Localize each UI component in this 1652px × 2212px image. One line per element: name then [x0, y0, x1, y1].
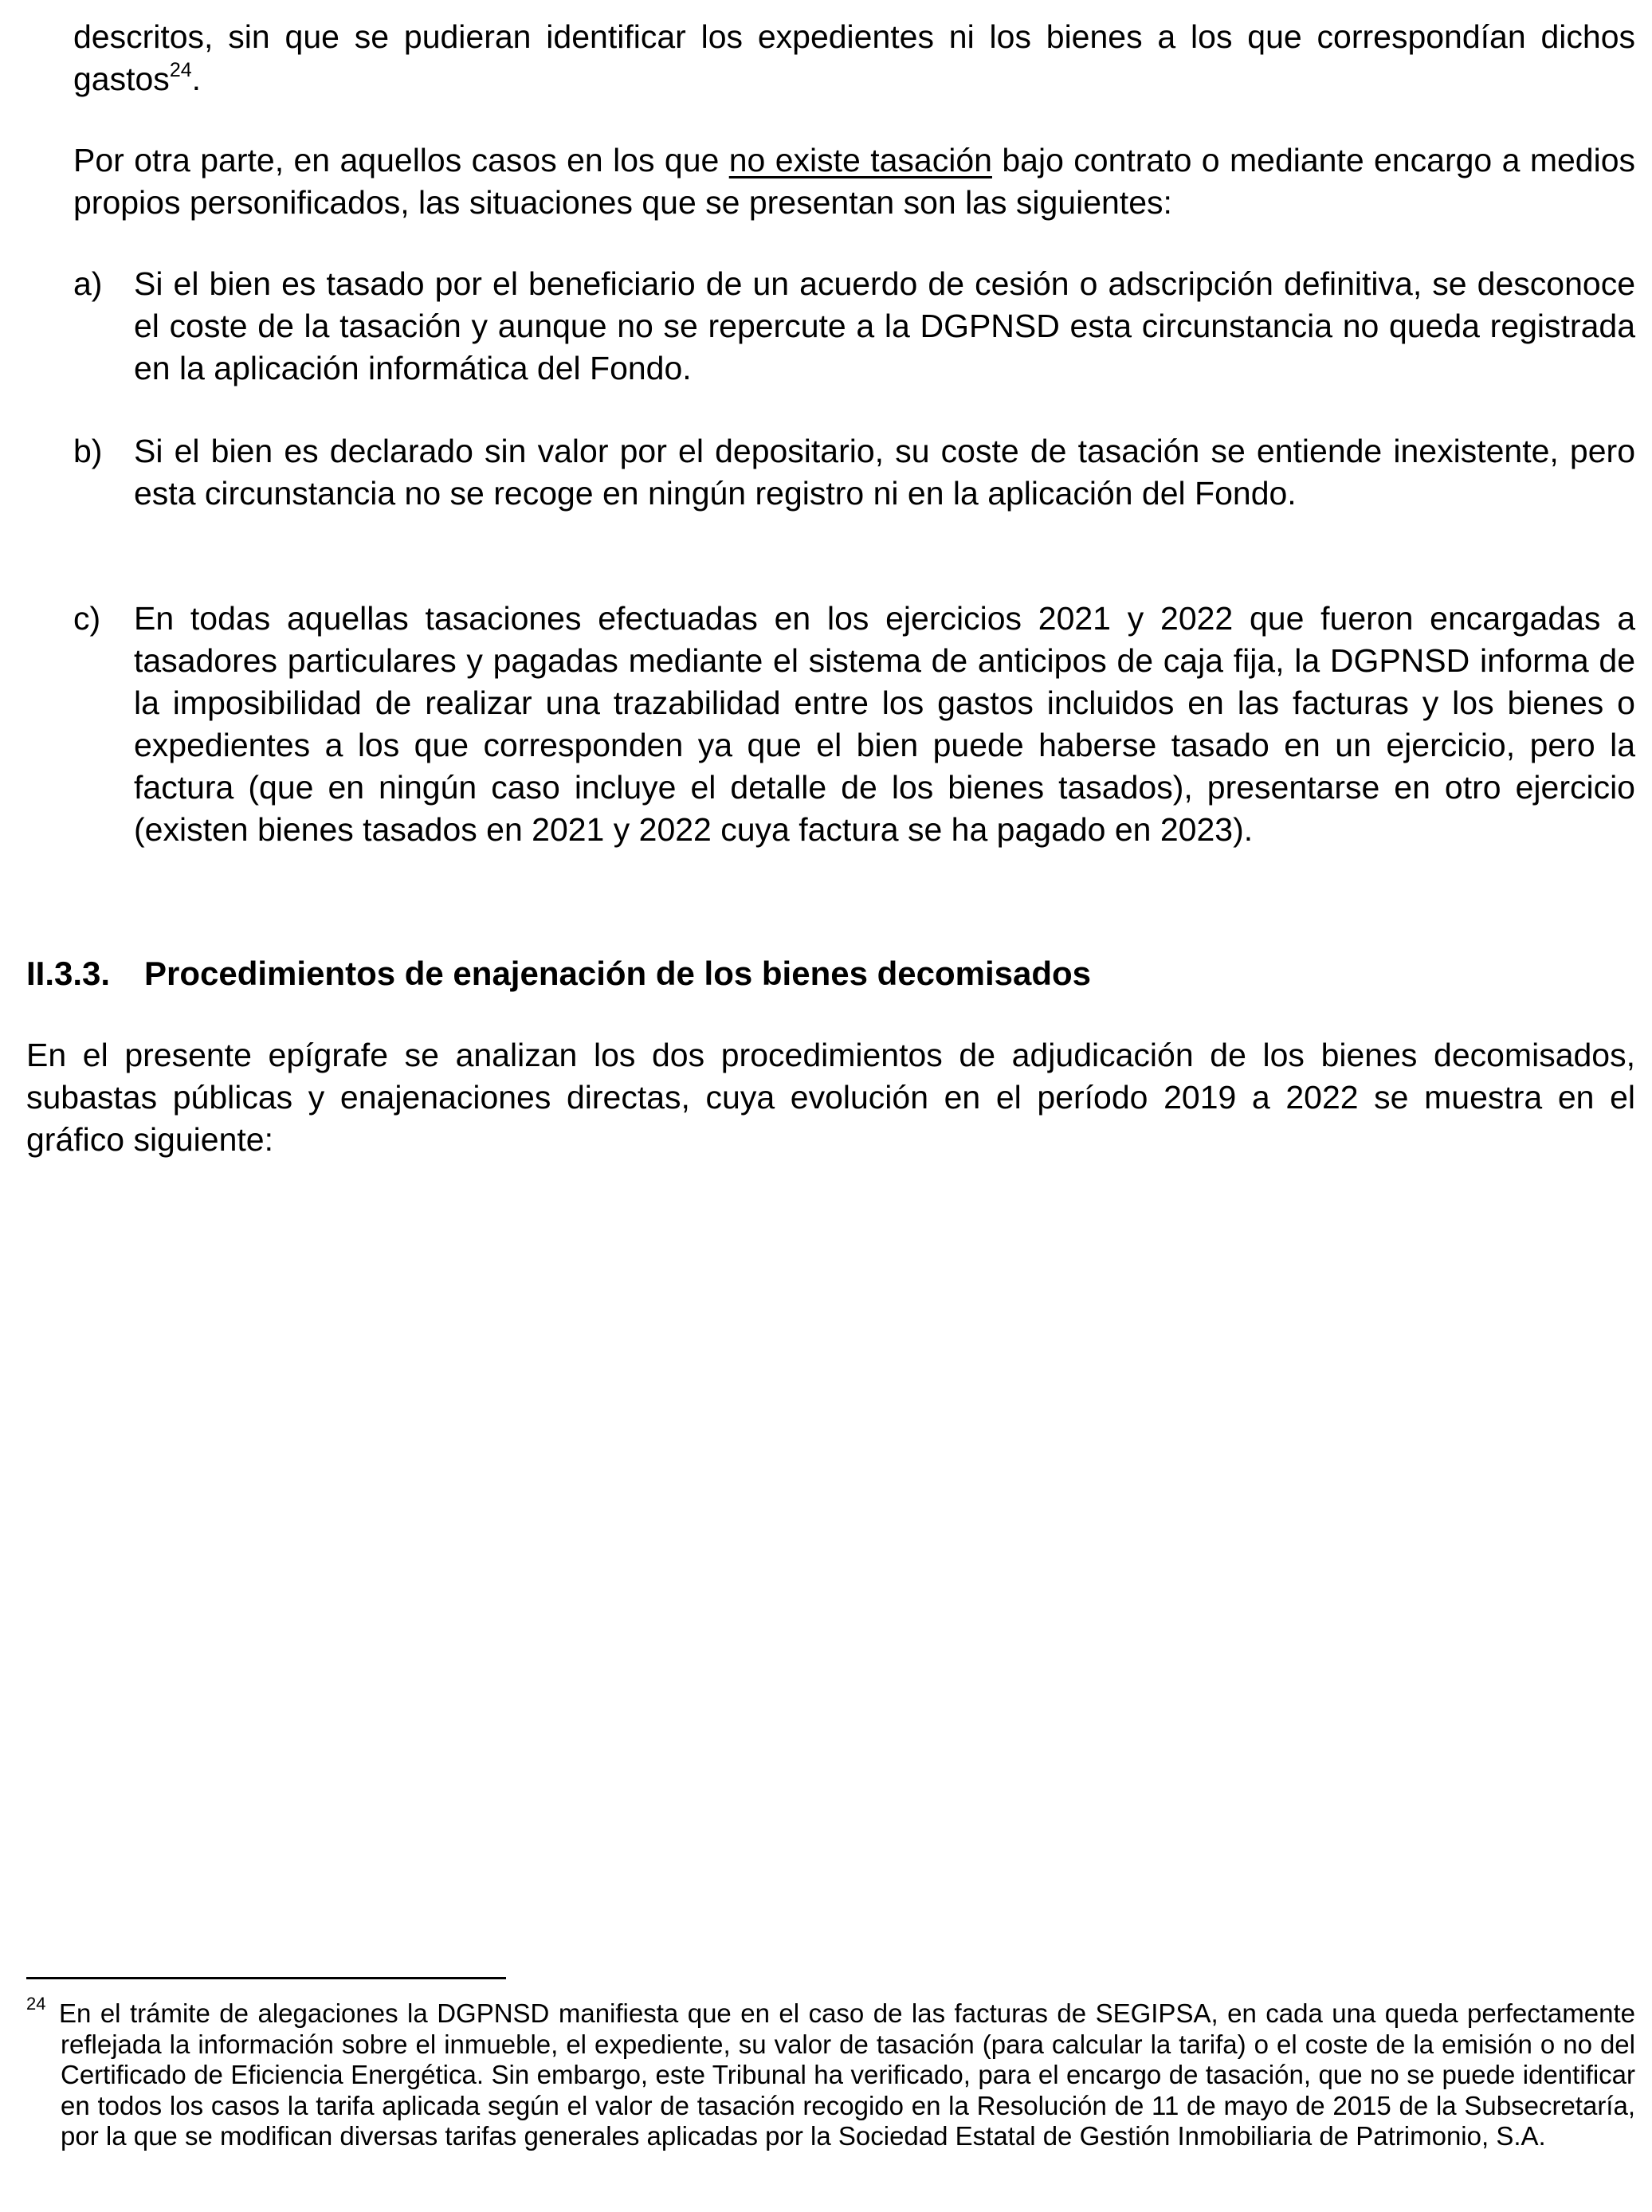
footnote-number: 24 — [26, 1994, 46, 2014]
list-marker: c) — [73, 600, 101, 637]
intro-paragraph — [73, 139, 1635, 224]
list-item-text: Si el bien es declarado sin valor por el depositario, su coste de tasación se entiende inexistente, pero esta circunstancia no se recoge en ningún registro ni en la aplicación del Fondo. — [134, 433, 1635, 512]
list-item-text: En todas aquellas tasaciones efectuadas en los ejercicios 2021 y 2022 que fueron encargadas a tasadores particulares y pagadas mediante el sistema de anticipos de caja fija, la DGPNSD informa de la imposibilidad de realizar una trazabilidad entre los gastos incluidos en las facturas y los bienes o expedientes a los que corresponden ya que el bien puede haberse tasado en un ejercicio, pero la factura (que en ningún caso incluye el detalle de los bienes tasados), presentarse en otro ejercicio (existen bienes tasados en 2021 y 2022 cuya factura se ha pagado en 2023). — [134, 600, 1635, 848]
continuation-paragraph — [73, 16, 1635, 100]
continuation-text: descritos, sin que se pudieran identificar los expedientes ni los bienes a los que correspondían dichos gastos — [73, 18, 1635, 97]
section-title: Procedimientos de enajenación de los bienes decomisados — [144, 955, 1092, 992]
footnote-reference[interactable]: 24 — [169, 59, 192, 82]
intro-underlined: no existe tasación — [728, 142, 992, 178]
section-paragraph: En el presente epígrafe se analizan los dos procedimientos de adjudicación de los bienes decomisados, subastas públicas y enajenaciones directas, cuya evolución en el período 2019 a 2022 se muestra en el gráfico siguiente: — [26, 1037, 1635, 1158]
list-marker: a) — [73, 265, 103, 302]
intro-before: Por otra parte, en aquellos casos en los que — [73, 142, 729, 178]
list-marker: b) — [73, 433, 103, 469]
footnote-text: En el trámite de alegaciones la DGPNSD manifiesta que en el caso de las facturas de SEGIPSA, en cada una queda perfectamente reflejada la información sobre el inmueble, el expediente, su valor de tasación (para calcular la tarifa) o el coste de la emisión o no del Certificado de Eficiencia Energética. Sin embargo, este Tribunal ha verificado, para el encargo de tasación, que no se puede identificar en todos los casos la tarifa aplicada según el valor de tasación recogido en la Resolución de 11 de mayo de 2015 de la Subsecretaría, por la que se modifican diversas tarifas generales aplicadas por la Sociedad Estatal de Gestión Inmobiliaria de Patrimonio, S.A. — [59, 1998, 1635, 2151]
section-heading — [26, 952, 1091, 994]
section-number: II.3.3. — [26, 955, 111, 992]
footnote-separator — [26, 1977, 506, 1979]
list-item-text: Si el bien es tasado por el beneficiario de un acuerdo de cesión o adscripción definitiva, se desconoce el coste de la tasación y aunque no se repercute a la DGPNSD esta circunstancia no queda registrada en la aplicación informática del Fondo. — [134, 265, 1635, 386]
intro-after: bajo contrato o mediante encargo a medios propios personificados, las situaciones que se presentan son las siguientes: — [73, 142, 1635, 221]
continuation-trailing: . — [191, 61, 202, 97]
footnote — [26, 1994, 1635, 2152]
